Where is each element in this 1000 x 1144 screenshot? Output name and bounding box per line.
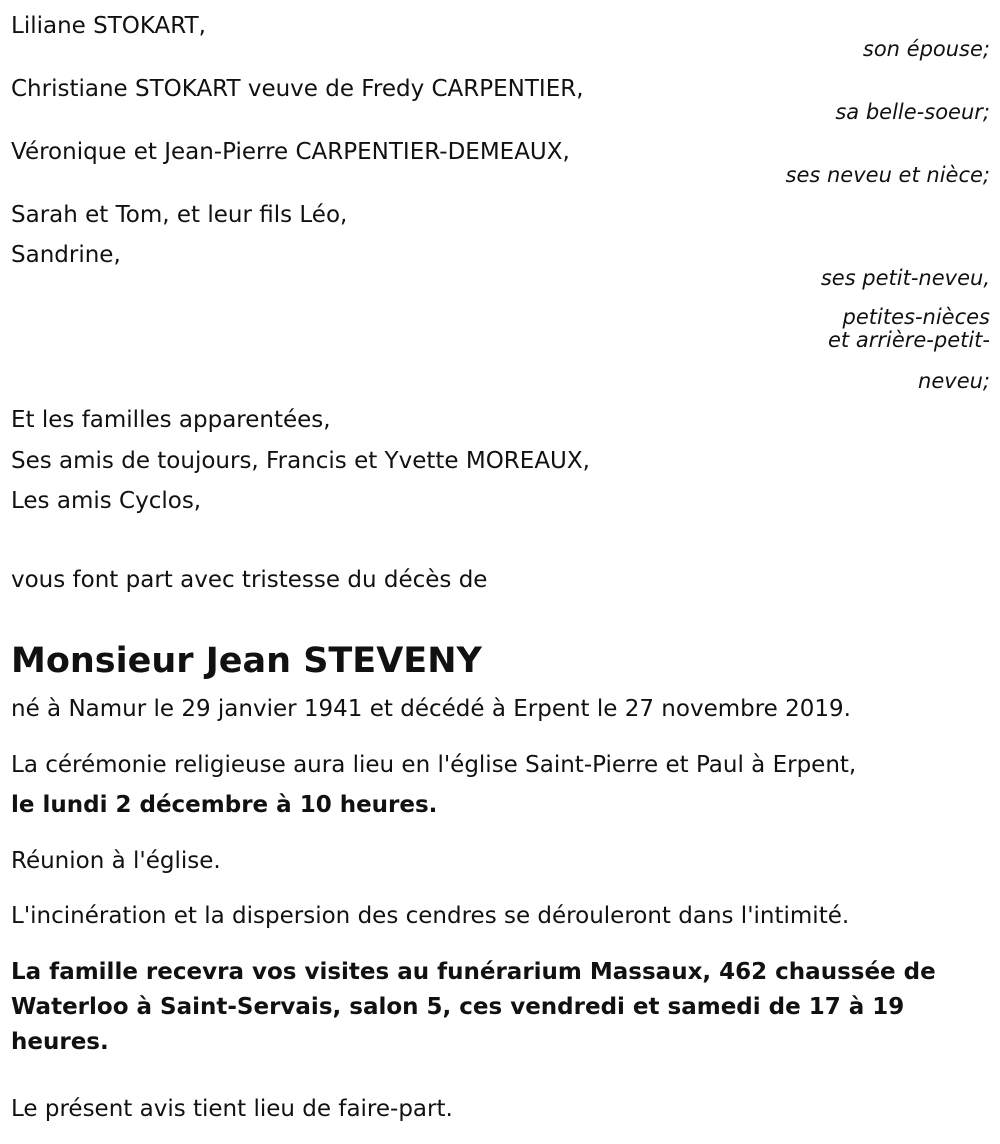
relation-spouse: son épouse;	[862, 37, 990, 61]
family-member-grandnephews: Sarah et Tom, et leur fils Léo,	[11, 202, 348, 228]
family-member-spouse: Liliane STOKART,	[11, 13, 206, 39]
announcement-text: vous font part avec tristesse du décès de	[11, 567, 488, 593]
family-member-sister-in-law: Christiane STOKART veuve de Fredy CARPENTIER,	[11, 76, 584, 102]
family-member-nephew-niece: Véronique et Jean-Pierre CARPENTIER-DEMEAUX,	[11, 139, 570, 165]
cyclos-friends: Les amis Cyclos,	[11, 488, 202, 514]
deceased-name: Monsieur Jean STEVENY	[11, 641, 482, 681]
incineration-info: L'incinération et la dispersion des cendres se dérouleront dans l'intimité.	[11, 903, 850, 929]
relation-grandnephews-3: et arrière-petit-	[828, 328, 990, 352]
related-families: Et les familles apparentées,	[11, 407, 331, 433]
family-member-sandrine: Sandrine,	[11, 242, 121, 268]
relation-grandnephews-1: ses petit-neveu,	[820, 266, 990, 290]
reunion-info: Réunion à l'église.	[11, 848, 221, 874]
relation-grandnephews-4: neveu;	[918, 369, 990, 393]
closing-note: Le présent avis tient lieu de faire-part.	[11, 1096, 453, 1122]
friends-line: Ses amis de toujours, Francis et Yvette MOREAUX,	[11, 448, 590, 474]
birth-death-dates: né à Namur le 29 janvier 1941 et décédé à Erpent le 27 novembre 2019.	[11, 696, 851, 722]
relation-sister-in-law: sa belle-soeur;	[835, 100, 990, 124]
visits-info: La famille recevra vos visites au funérarium Massaux, 462 chaussée de Waterloo à Saint-Servais, salon 5, ces vendredi et samedi de 17 à 19 heures.	[11, 959, 936, 1055]
ceremony-datetime: le lundi 2 décembre à 10 heures.	[11, 792, 438, 818]
relation-grandnephews-2: petites-nièces	[842, 305, 990, 329]
relation-nephew-niece: ses neveu et nièce;	[785, 163, 990, 187]
ceremony-location: La cérémonie religieuse aura lieu en l'église Saint-Pierre et Paul à Erpent,	[11, 752, 857, 778]
